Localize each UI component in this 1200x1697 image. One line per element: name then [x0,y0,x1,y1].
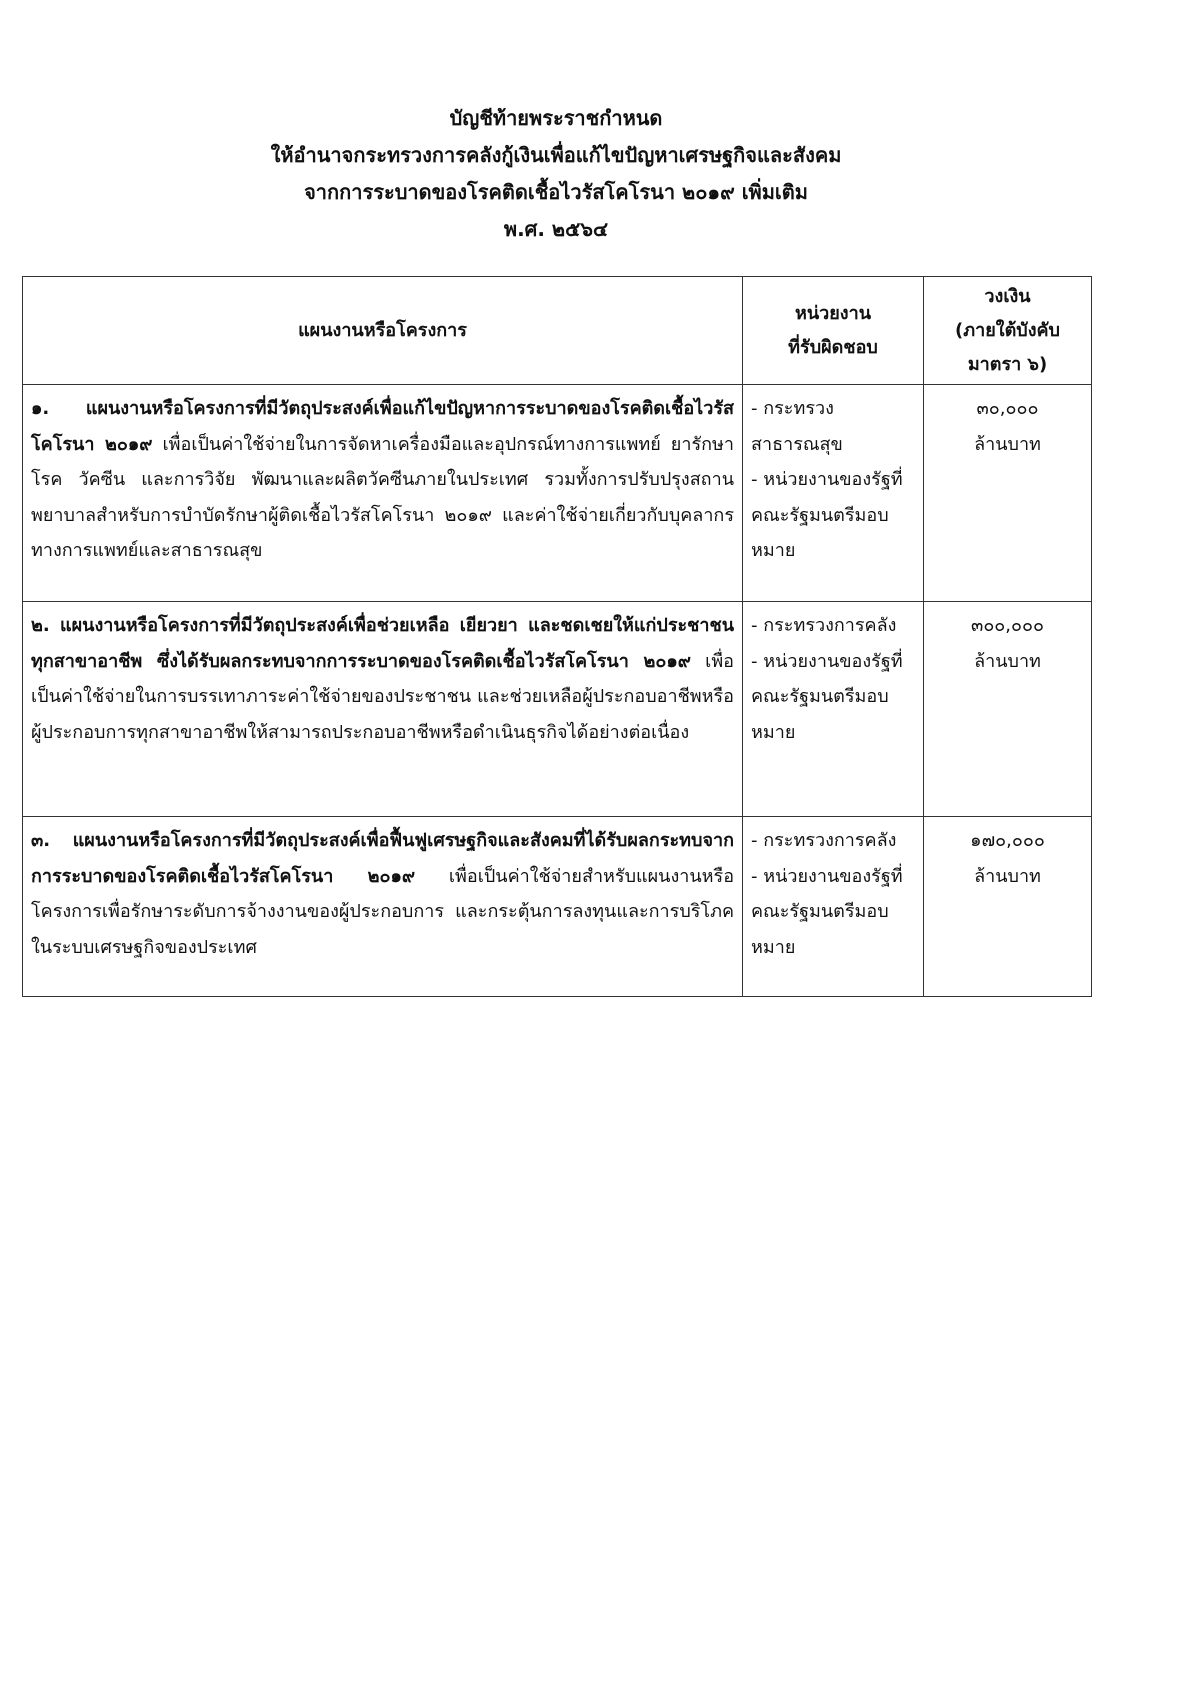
unit-cell [743,385,924,602]
title-year: พ.ศ. ๒๕๖๔ [503,217,609,241]
header-unit-line: ที่รับผิดชอบ [788,336,878,358]
amount-value: ๓๐๐,๐๐๐ [971,615,1044,636]
header-plan: แผนงานหรือโครงการ [23,277,743,385]
document-title [0,100,1112,248]
plan-cell [23,385,743,602]
plan-description: เพื่อเป็นค่าใช้จ่ายสำหรับแผนงานหรือโครงการเพื่อรักษาระดับการจ้างงานของผู้ประกอบการ และกระตุ้นการลงทุนและการบริโภค ในระบบเศรษฐกิจของประเทศ [31,865,735,958]
unit-item: - กระทรวงสาธารณสุข [751,398,843,455]
amount-unit: ล้านบาท [974,433,1041,455]
amount-value: ๓๐,๐๐๐ [976,398,1039,419]
title-line: จากการระบาดของโรคติดเชื้อไวรัสโคโรนา ๒๐๑๙ เพิ่มเติม [304,180,808,204]
header-amount-line: มาตรา ๖) [967,353,1048,375]
amount-unit: ล้านบาท [974,650,1041,672]
plan-title: ๓. แผนงานหรือโครงการที่มีวัตถุประสงค์เพื่อฟื้นฟูเศรษฐกิจและสังคมที่ได้รับผลกระทบจากการระบาดของโรคติดเชื้อไวรัสโคโรนา ๒๐๑๙ [31,830,734,887]
header-unit [743,277,924,385]
header-unit-line: หน่วยงาน [794,302,872,324]
header-amount-line: วงเงิน [984,285,1031,307]
plan-title: ๒. แผนงานหรือโครงการที่มีวัตถุประสงค์เพื่อช่วยเหลือ เยียวยา และชดเชยให้แก่ประชาชนทุกสาขาอาชีพ ซึ่งได้รับผลกระทบจากการระบาดของโรคติดเชื้อไวรัสโคโรนา ๒๐๑๙ [31,615,734,672]
plan-title: ๑. แผนงานหรือโครงการที่มีวัตถุประสงค์เพื่อแก้ไขปัญหาการระบาดของโรคติดเชื้อไวรัสโคโรนา ๒๐๑๙ [31,398,734,455]
plan-cell [23,817,743,997]
unit-item: - กระทรวงการคลัง [751,830,897,851]
amount-unit: ล้านบาท [974,865,1041,887]
table-header-row [23,277,1092,385]
unit-item: - กระทรวงการคลัง [751,615,897,636]
title-line: บัญชีท้ายพระราชกำหนด [449,106,663,130]
amount-cell [924,602,1092,817]
unit-item: - หน่วยงานของรัฐที่คณะรัฐมนตรีมอบหมาย [751,865,903,958]
header-amount [924,277,1092,385]
title-line: ให้อำนาจกระทรวงการคลังกู้เงินเพื่อแก้ไขปัญหาเศรษฐกิจและสังคม [270,143,842,167]
table-row [23,602,1092,817]
table-row [23,817,1092,997]
table-row [23,385,1092,602]
header-amount-line: (ภายใต้บังคับ [955,319,1060,341]
unit-cell [743,817,924,997]
unit-cell [743,602,924,817]
plan-cell [23,602,743,817]
plan-description: เพื่อเป็นค่าใช้จ่ายในการจัดหาเครื่องมือและอุปกรณ์ทางการแพทย์ ยารักษาโรค วัคซีน และการวิจัย พัฒนาและผลิตวัคซีนภายในประเทศ รวมทั้งการปรับปรุงสถานพยาบาลสำหรับการบำบัดรักษาผู้ติดเชื้อไวรัสโคโรนา ๒๐๑๙ และค่าใช้จ่ายเกี่ยวกับบุคลากรทางการแพทย์และสาธารณสุข [31,433,735,561]
unit-item: - หน่วยงานของรัฐที่คณะรัฐมนตรีมอบหมาย [751,469,903,561]
amount-cell [924,817,1092,997]
amount-value: ๑๗๐,๐๐๐ [970,830,1045,851]
amount-cell [924,385,1092,602]
plan-description: เพื่อเป็นค่าใช้จ่ายในการบรรเทาภาระค่าใช้จ่ายของประชาชน และช่วยเหลือผู้ประกอบอาชีพหรือผู้ประกอบการทุกสาขาอาชีพให้สามารถประกอบอาชีพหรือดำเนินธุรกิจได้อย่างต่อเนื่อง [31,650,734,743]
unit-item: - หน่วยงานของรัฐที่คณะรัฐมนตรีมอบหมาย [751,650,903,743]
budget-table [22,276,1092,997]
